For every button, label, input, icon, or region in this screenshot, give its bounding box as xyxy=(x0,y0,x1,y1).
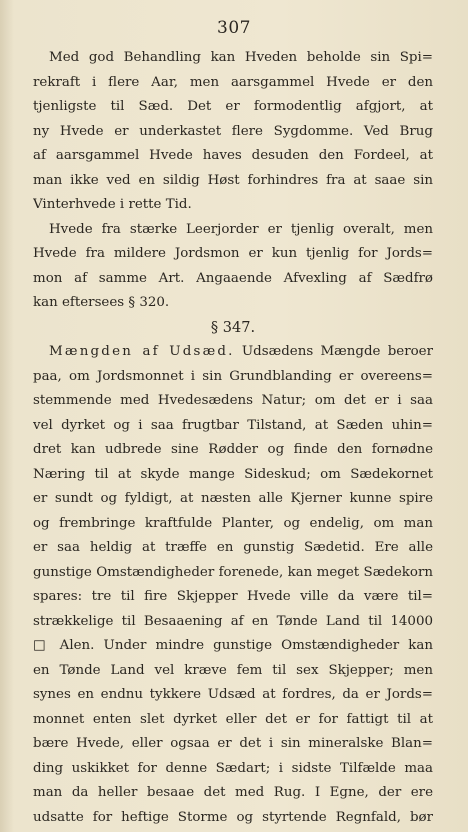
text-line: rekraft i flere Aar, men aarsgammel Hvede er den xyxy=(33,74,433,90)
text-line: dret kan udbrede sine Rødder og finde den fornødne xyxy=(33,442,433,457)
text-line: er sundt og fyldigt, at næsten alle Kjerner kunne spire xyxy=(33,491,433,506)
page-number: 307 xyxy=(217,18,251,38)
text-line: ny Hvede er underkastet flere Sygdomme. Ved Brug xyxy=(33,123,433,139)
text-line: tjenligste til Sæd. Det er formodentlig afgjort, at xyxy=(33,99,433,114)
text-line: stemmende med Hvedesædens Natur; om det er i saa xyxy=(33,393,433,408)
section-heading: § 347. xyxy=(210,319,256,336)
text-line: Vinterhvede i rette Tid. xyxy=(33,197,192,212)
text-line: monnet enten slet dyrket eller det er for fattigt til at xyxy=(33,711,433,727)
text-line: af aarsgammel Hvede haves desuden den Fordeel, at xyxy=(33,148,433,163)
text-line: Hvede fra mildere Jordsmon er kun tjenlig for Jords= xyxy=(33,246,433,261)
text-line: gunstige Omstændigheder forenede, kan meget Sædekorn xyxy=(33,564,433,580)
text-span: Udsædens Mængde beroer xyxy=(241,344,433,359)
body-text xyxy=(33,46,433,830)
text-line: kan eftersees § 320. xyxy=(33,295,170,310)
text-line: □ Alen. Under mindre gunstige Omstændigheder kan xyxy=(33,638,433,653)
text-line: ding uskikket for denne Sædart; i sidste Tilfælde maa xyxy=(33,760,433,776)
text-line: er saa heldig at træffe en gunstig Sædetid. Ere alle xyxy=(33,540,433,555)
text-line-with-lead xyxy=(33,340,433,365)
text-line: og frembringe kraftfulde Planter, og endelig, om man xyxy=(33,515,433,531)
text-line: bære Hvede, eller ogsaa er det i sin mineralske Blan= xyxy=(33,736,433,751)
text-line: en Tønde Land vel kræve fem til sex Skjepper; men xyxy=(33,662,433,678)
text-line: paa, om Jordsmonnet i sin Grundblanding er overeens= xyxy=(33,368,433,384)
text-line: mon af samme Art. Angaaende Afvexling af Sædfrø xyxy=(33,270,433,286)
text-line: synes en endnu tykkere Udsæd at fordres, da er Jords= xyxy=(33,687,433,702)
text-line: man ikke ved en sildig Høst forhindres fra at saae sin xyxy=(33,172,433,188)
text-line: spares: tre til fire Skjepper Hvede ville da være til= xyxy=(33,589,433,604)
text-line: vel dyrket og i saa frugtbar Tilstand, at Sæden uhin= xyxy=(33,417,433,433)
text-line: Næring til at skyde mange Sideskud; om Sædekornet xyxy=(33,466,433,482)
paragraph-lead: Mængden af Udsæd. xyxy=(49,344,235,359)
text-line: Hvede fra stærke Leerjorder er tjenlig overalt, men xyxy=(49,221,433,237)
text-line: strækkelige til Besaaening af en Tønde Land til 14000 xyxy=(33,613,433,629)
text-line: man da heller besaae det med Rug. I Egne, der ere xyxy=(33,785,433,800)
text-line: Med god Behandling kan Hveden beholde sin Spi= xyxy=(49,50,433,65)
text-line: udsatte for heftige Storme og styrtende Regnfald, bør xyxy=(33,809,433,825)
